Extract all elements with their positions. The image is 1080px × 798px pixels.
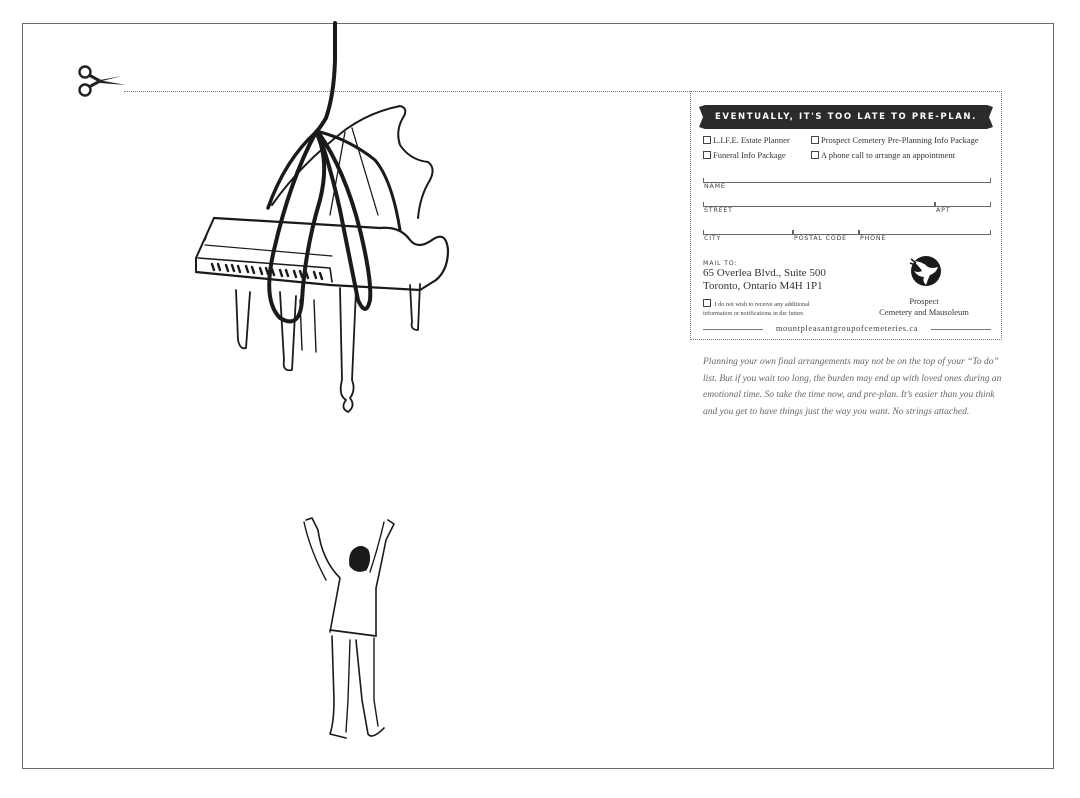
checkbox[interactable] [703, 136, 711, 144]
checkbox[interactable] [811, 151, 819, 159]
option-life-estate-planner[interactable] [703, 135, 790, 146]
checkbox[interactable] [703, 299, 711, 307]
street-field[interactable] [703, 202, 935, 207]
checkbox[interactable] [703, 151, 711, 159]
option-pre-planning-package[interactable] [811, 135, 979, 146]
mail-address-line1: 65 Overlea Blvd., Suite 500 [703, 267, 826, 279]
opt-out-label: I do not wish to receive any additional information or notifications in the future. [703, 301, 810, 317]
postal-code-label: POSTAL CODE [794, 235, 847, 242]
city-label: CITY [704, 235, 722, 242]
phone-label: PHONE [860, 235, 887, 242]
street-label: STREET [704, 207, 733, 214]
coupon-banner [699, 105, 993, 129]
coupon-headline: EVENTUALLY, IT'S TOO LATE TO PRE-PLAN. [715, 112, 977, 122]
option-label: Funeral Info Package [713, 150, 786, 160]
website-row [703, 323, 991, 335]
org-name-line1: Prospect [909, 296, 939, 306]
website-link[interactable]: mountpleasantgroupofcemeteries.ca [775, 323, 919, 333]
apt-label: APT [936, 207, 951, 214]
body-copy: Planning your own final arrangements may not be on the top of your “To do” list. But if you wait too long, the burden may end up with loved ones during an emotional time. So take the time now, and pre-plan. It’s easier than you think and you get to have things just the way you want. No strings attached. [703, 357, 1002, 417]
divider [931, 329, 991, 330]
opt-out[interactable] [703, 299, 838, 318]
dove-logo-icon [908, 253, 944, 289]
option-label: Prospect Cemetery Pre-Planning Info Package [821, 135, 979, 145]
org-name-line2: Cemetery and Mausoleum [879, 307, 969, 317]
option-phone-call[interactable] [811, 150, 955, 161]
name-label: NAME [704, 183, 726, 190]
option-label: A phone call to arrange an appointment [821, 150, 956, 160]
option-label: L.I.F.E. Estate Planner [713, 135, 790, 145]
mail-to-heading: MAIL TO: [703, 260, 738, 267]
divider [703, 329, 763, 330]
coupon-form [690, 91, 1002, 340]
name-field[interactable] [703, 178, 991, 183]
option-funeral-info-package[interactable] [703, 150, 786, 161]
mail-address-line2: Toronto, Ontario M4H 1P1 [703, 280, 823, 292]
checkbox[interactable] [811, 136, 819, 144]
